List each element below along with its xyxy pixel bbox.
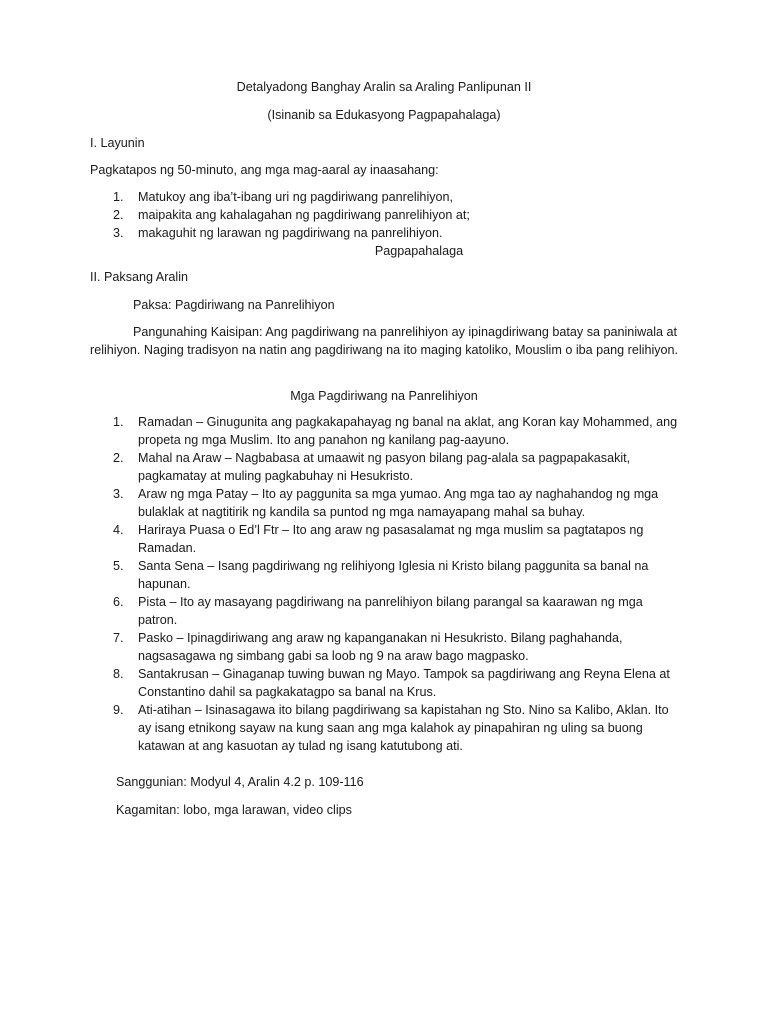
objective-text: makaguhit ng larawan ng pagdiriwang na panrelihiyon. — [138, 226, 443, 240]
celebration-number: 7. — [113, 631, 124, 645]
celebration-item — [90, 413, 682, 449]
celebration-number: 9. — [113, 703, 124, 717]
celebration-text: Hariraya Puasa o Ed’l Ftr – Ito ang araw ng pasasalamat ng mga muslim sa pagtatapos ng Ramadan. — [138, 523, 644, 555]
celebration-item — [90, 701, 682, 755]
celebration-item — [90, 485, 682, 521]
main-idea-paragraph: Pangunahing Kaisipan: Ang pagdiriwang na panrelihiyon ay ipinagdiriwang batay sa paniniwala at relihiyon. Naging tradisyon na natin ang pagdiriwang na ito maging katoliko, Mouslim o iba pang relihiyon. — [90, 325, 679, 357]
celebration-text: Ati-atihan – Isinasagawa ito bilang pagdiriwang sa kapistahan ng Sto. Nino sa Kalibo, Aklan. Ito ay isang etnikong sayaw na kung saan ang mga kalahok ay pinapahiran ng uling sa buong katawan at ang kasuotan ay tulad ng isang katutubong ati. — [138, 703, 669, 753]
objective-number: 2. — [113, 208, 124, 222]
celebration-text: Santa Sena – Isang pagdiriwang ng relihiyong Iglesia ni Kristo bilang paggunita sa banal na hapunan. — [138, 559, 649, 591]
document-subtitle: (Isinanib sa Edukasyong Pagpapahalaga) — [267, 108, 501, 122]
celebration-number: 2. — [113, 451, 124, 465]
objectives-list — [90, 188, 690, 242]
celebrations-list — [90, 413, 682, 755]
celebration-number: 8. — [113, 667, 124, 681]
reference-line: Sanggunian: Modyul 4, Aralin 4.2 p. 109-116 — [116, 775, 364, 789]
celebration-text: Mahal na Araw – Nagbabasa at umaawit ng pasyon bilang pag-alala sa pagpapakasakit, pagkamatay at muling pagkabuhay ni Hesukristo. — [138, 451, 631, 483]
celebration-item — [90, 557, 682, 593]
celebration-text: Pasko – Ipinagdiriwang ang araw ng kapanganakan ni Hesukristo. Bilang paghahanda, nagsasagawa ng simbang gabi sa loob ng 9 na araw bago magpasko. — [138, 631, 623, 663]
celebration-number: 1. — [113, 415, 124, 429]
celebration-item — [90, 665, 682, 701]
topic-line: Paksa: Pagdiriwang na Panrelihiyon — [133, 298, 335, 312]
celebration-item — [90, 449, 682, 485]
celebration-text: Pista – Ito ay masayang pagdiriwang na panrelihiyon bilang parangal sa kaarawan ng mga patron. — [138, 595, 643, 627]
objective-number: 1. — [113, 190, 124, 204]
objectives-intro: Pagkatapos ng 50-minuto, ang mga mag-aaral ay inaasahang: — [90, 163, 439, 177]
celebration-number: 5. — [113, 559, 124, 573]
objective-text: maipakita ang kahalagahan ng pagdiriwang panrelihiyon at; — [138, 208, 470, 222]
objective-item — [90, 206, 690, 224]
celebration-text: Araw ng mga Patay – Ito ay paggunita sa mga yumao. Ang mga tao ay naghahandog ng mga bulaklak at nagtitirik ng kandila sa puntod ng mga namayapang mahal sa buhay. — [138, 487, 659, 519]
objective-number: 3. — [113, 226, 124, 240]
objective-text: Matukoy ang iba’t-ibang uri ng pagdiriwang panrelihiyon, — [138, 190, 454, 204]
celebration-number: 3. — [113, 487, 124, 501]
materials-line: Kagamitan: lobo, mga larawan, video clips — [116, 803, 352, 817]
objective-item — [90, 224, 690, 242]
objective-item — [90, 188, 690, 206]
celebration-item — [90, 593, 682, 629]
celebrations-heading: Mga Pagdiriwang na Panrelihiyon — [290, 389, 478, 403]
celebration-text: Ramadan – Ginugunita ang pagkakapahayag ng banal na aklat, ang Koran kay Mohammed, ang propeta ng mga Muslim. Ito ang panahon ng kanilang pag-aayuno. — [138, 415, 678, 447]
values-label: Pagpapahalaga — [374, 244, 464, 258]
document-title: Detalyadong Banghay Aralin sa Araling Panlipunan II — [236, 80, 532, 94]
celebration-item — [90, 521, 682, 557]
section-heading-paksang-aralin: II. Paksang Aralin — [90, 270, 189, 284]
celebration-text: Santakrusan – Ginaganap tuwing buwan ng Mayo. Tampok sa pagdiriwang ang Reyna Elena at Constantino dahil sa pagkakatagpo sa banal na Krus. — [138, 667, 670, 699]
celebration-number: 6. — [113, 595, 124, 609]
section-heading-layunin: I. Layunin — [90, 136, 145, 150]
celebration-number: 4. — [113, 523, 124, 537]
celebration-item — [90, 629, 682, 665]
